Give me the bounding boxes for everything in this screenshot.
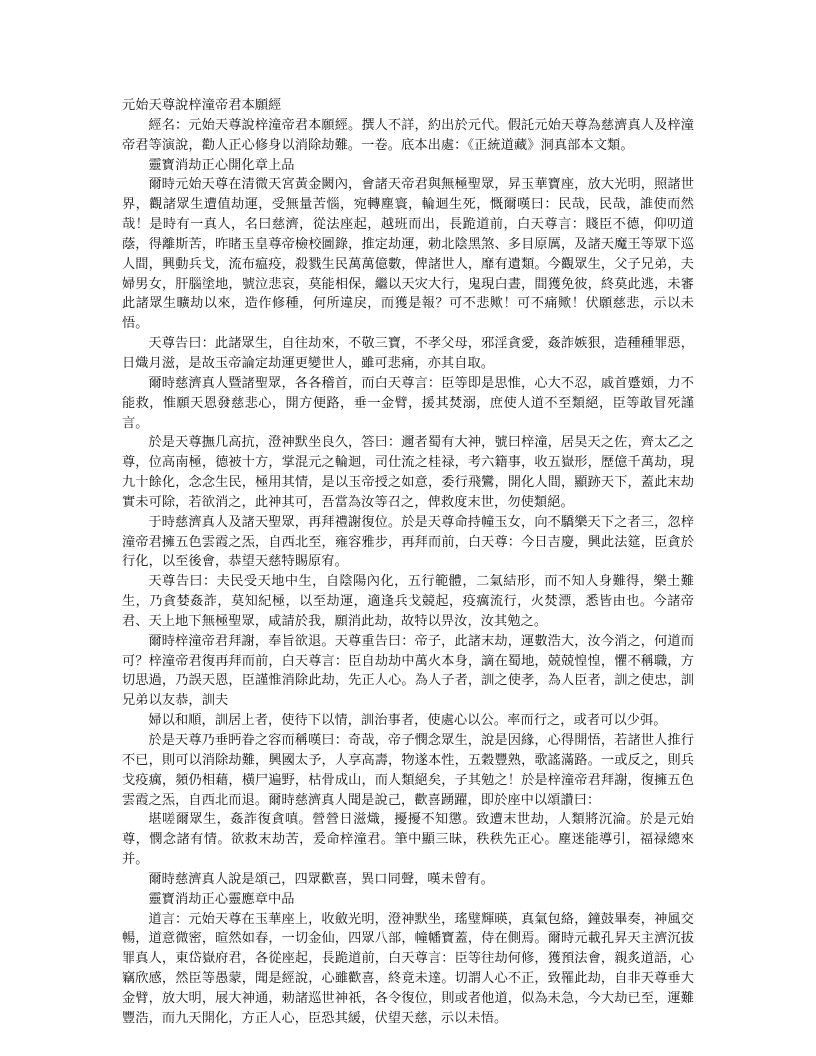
- document-body: [122, 96, 694, 1029]
- chapter-heading-middle: 靈寶消劫正心靈應章中品: [148, 891, 295, 907]
- paragraph-6: 天尊告曰：夫民受天地中生，自陰陽內化，五行範體，二氣結形，而不知人身難得，樂土難生，乃貪婪姦詐，莫知紀極，以至劫運，適逢兵戈競起，疫癘流行，火焚漂，悉皆由也。今諸帝君、天上地下無極聖眾，咸請於我，願消此劫，故特以畀汝，汝其勉之。: [122, 574, 694, 629]
- bibliographic-note: 經名：元始天尊說梓潼帝君本願經。撰人不詳，約出於元代。假託元始天尊為慈濟真人及梓潼帝君等演說，勸人正心修身以消除劫難。一卷。底本出處：《正統道藏》洞真部本文類。: [122, 117, 694, 153]
- paragraph-1: 爾時元始天尊在清微天宮黃金闕內，會諸天帝君與無極聖眾，昇玉華寶座，放大光明，照諸世界，觀諸眾生遭值劫運，受無量苦惱，宛轉塵寰，輪迴生死，慨爾嘆曰：民哉，民哉，誰使而然哉！是時有一真人，名曰慈濟，從法座起，越班而出，長跪道前，白天尊言：賤臣不德，仰叨道蔭，得離斯苦，昨睹玉皇尊帝檢校圖錄，推定劫運，勅北陰黑煞、多目原厲，及諸天魔王等眾下巡人間，興動兵戈，流布瘟疫，殺戮生民萬萬億數，俾諸世人，靡有遺類。今觀眾生，父子兄弟，夫婦男女，肝腦塗地，號泣悲哀，莫能相保，繼以天灾大行，鬼現白晝，間獲免彼，終莫此逃，未審此諸眾生曠劫以來，造作修種，何所違戾，而獲是報？可不悲歟！可不痛歟！伏願慈悲，示以未悟。: [122, 177, 694, 332]
- paragraph-9: 於是天尊乃垂眄眷之容而稱嘆曰：奇哉，帝子憫念眾生，說是因緣，心得開悟，若諸世人推行不已，則可以消除劫難，興國太予，人享高壽，物遂本性，五穀豐熟，歌謠滿路。一或反之，則兵戈疫癘，頻仍相藉，橫尸遍野，枯骨成山，而人類絕矣，子其勉之！於是梓潼帝君拜謝，復擁五色雲霞之炁，自西北而退。爾時慈濟真人聞是說己，歡喜踴躍，即於座中以頌讚曰：: [122, 733, 694, 808]
- paragraph-3: 爾時慈濟真人暨諸聖眾，各各稽首，而白天尊言：臣等即是思惟，心大不忍，戚首蹙頞，力不能救，惟願天恩發慈悲心，開方便路，垂一金臂，援其焚溺，庶使人道不至類絕，臣等敢冒死謹言。: [122, 375, 694, 431]
- paragraph-12: 道言：元始天尊在玉華座上，收斂光明，澄神默坐，瑤璧輝暎，真氣包絡，鐘鼓畢奏，神風交暢，道意微密，暄然如春，一切金仙，四眾八部，幢幡寶蓋，侍在側焉。爾時元載孔昇天主濟沉拔罪真人，東岱嶽府君，各從座起，長跪道前，白天尊言：臣等往劫何修，獲預法會，親炙道語，心竊欣感，然臣等愚蒙，聞是經說，心雖歡喜，終竟未達。切謂人心不正，致罹此劫，自非天尊垂大金臂，放大明，展大神通，勅諸巡世神祇，各令復位，則或者他道，似為未急，今大劫已至，運難豐浩，而九天開化，方正人心，臣恐其緩，伏望天慈，示以未悟。: [122, 911, 694, 1026]
- paragraph-8: 婦以和順，訓居上者，使待下以情，訓治事者，使處心以公。率而行之，或者可以少弭。: [148, 713, 667, 729]
- scripture-title: 元始天尊說梓潼帝君本願經: [122, 98, 282, 113]
- chapter-heading-upper: 靈寶消劫正心開化章上品: [148, 157, 295, 173]
- paragraph-2: 天尊告曰：此諸眾生，自往劫來，不敬三寶，不孝父母，邪淫貪愛，姦詐嫉狠，造種種罪惡，日熾月滋，是故玉帝論定劫運更變世人，雖可悲痛，亦其自取。: [122, 336, 694, 371]
- paragraph-11: 爾時慈濟真人說是頌己，四眾歡喜，異口同聲，嘆未曾有。: [148, 871, 494, 887]
- paragraph-4: 於是天尊撫几高抗，澄神默坐良久，答曰：邇者蜀有大神，號曰梓潼，居昊天之佐，齊太乙之尊，位高南極，德被十方，掌混元之輪迴，司仕流之桂禄，考六籍事，收五嶽形，歷億千萬劫，現九十餘化，念念生民，極用其情，是以玉帝授之如意，委行飛鸞，開化人間，顯跡天下，蓋此末劫實未可除，若欲消之，此神其可，吾當為汝等召之，俾救度末世，勿使類絕。: [122, 435, 694, 510]
- paragraph-5: 于時慈濟真人及諸天聖眾，再拜禮謝復位。於是天尊命持幢玉女，向不驕樂天下之者三，忽梓潼帝君擁五色雲霞之炁，自西北至，雍容雅步，再拜而前，白天尊：今日吉慶，興此法筵，臣貪於行化，以至後會，恭望天慈特賜原宥。: [122, 514, 694, 570]
- paragraph-10: 堪嗟爾眾生，姦詐復貪嗔。營營日滋熾，擾擾不知懲。致遭末世劫，人類將沉淪。於是元始尊，憫念諸有情。欲救末劫苦，爰命梓潼君。筆中顯三昧，秩秩先正心。塵迷能導引，福禄總來并。: [122, 812, 694, 868]
- paragraph-7: 爾時梓潼帝君拜謝，奉旨欲退。天尊重告曰：帝子，此諸末劫，運數浩大，汝今消之，何道而可？梓潼帝君復再拜而前，白天尊言：臣自劫劫中萬火本身，謫在蜀地，兢兢惶惶，懼不稱職，方切思過，乃誤天恩，臣謹惟消除此劫，先正人心。為人子者，訓之使孝，為人臣者，訓之使忠，訓兄弟以友恭，訓夫: [122, 633, 694, 709]
